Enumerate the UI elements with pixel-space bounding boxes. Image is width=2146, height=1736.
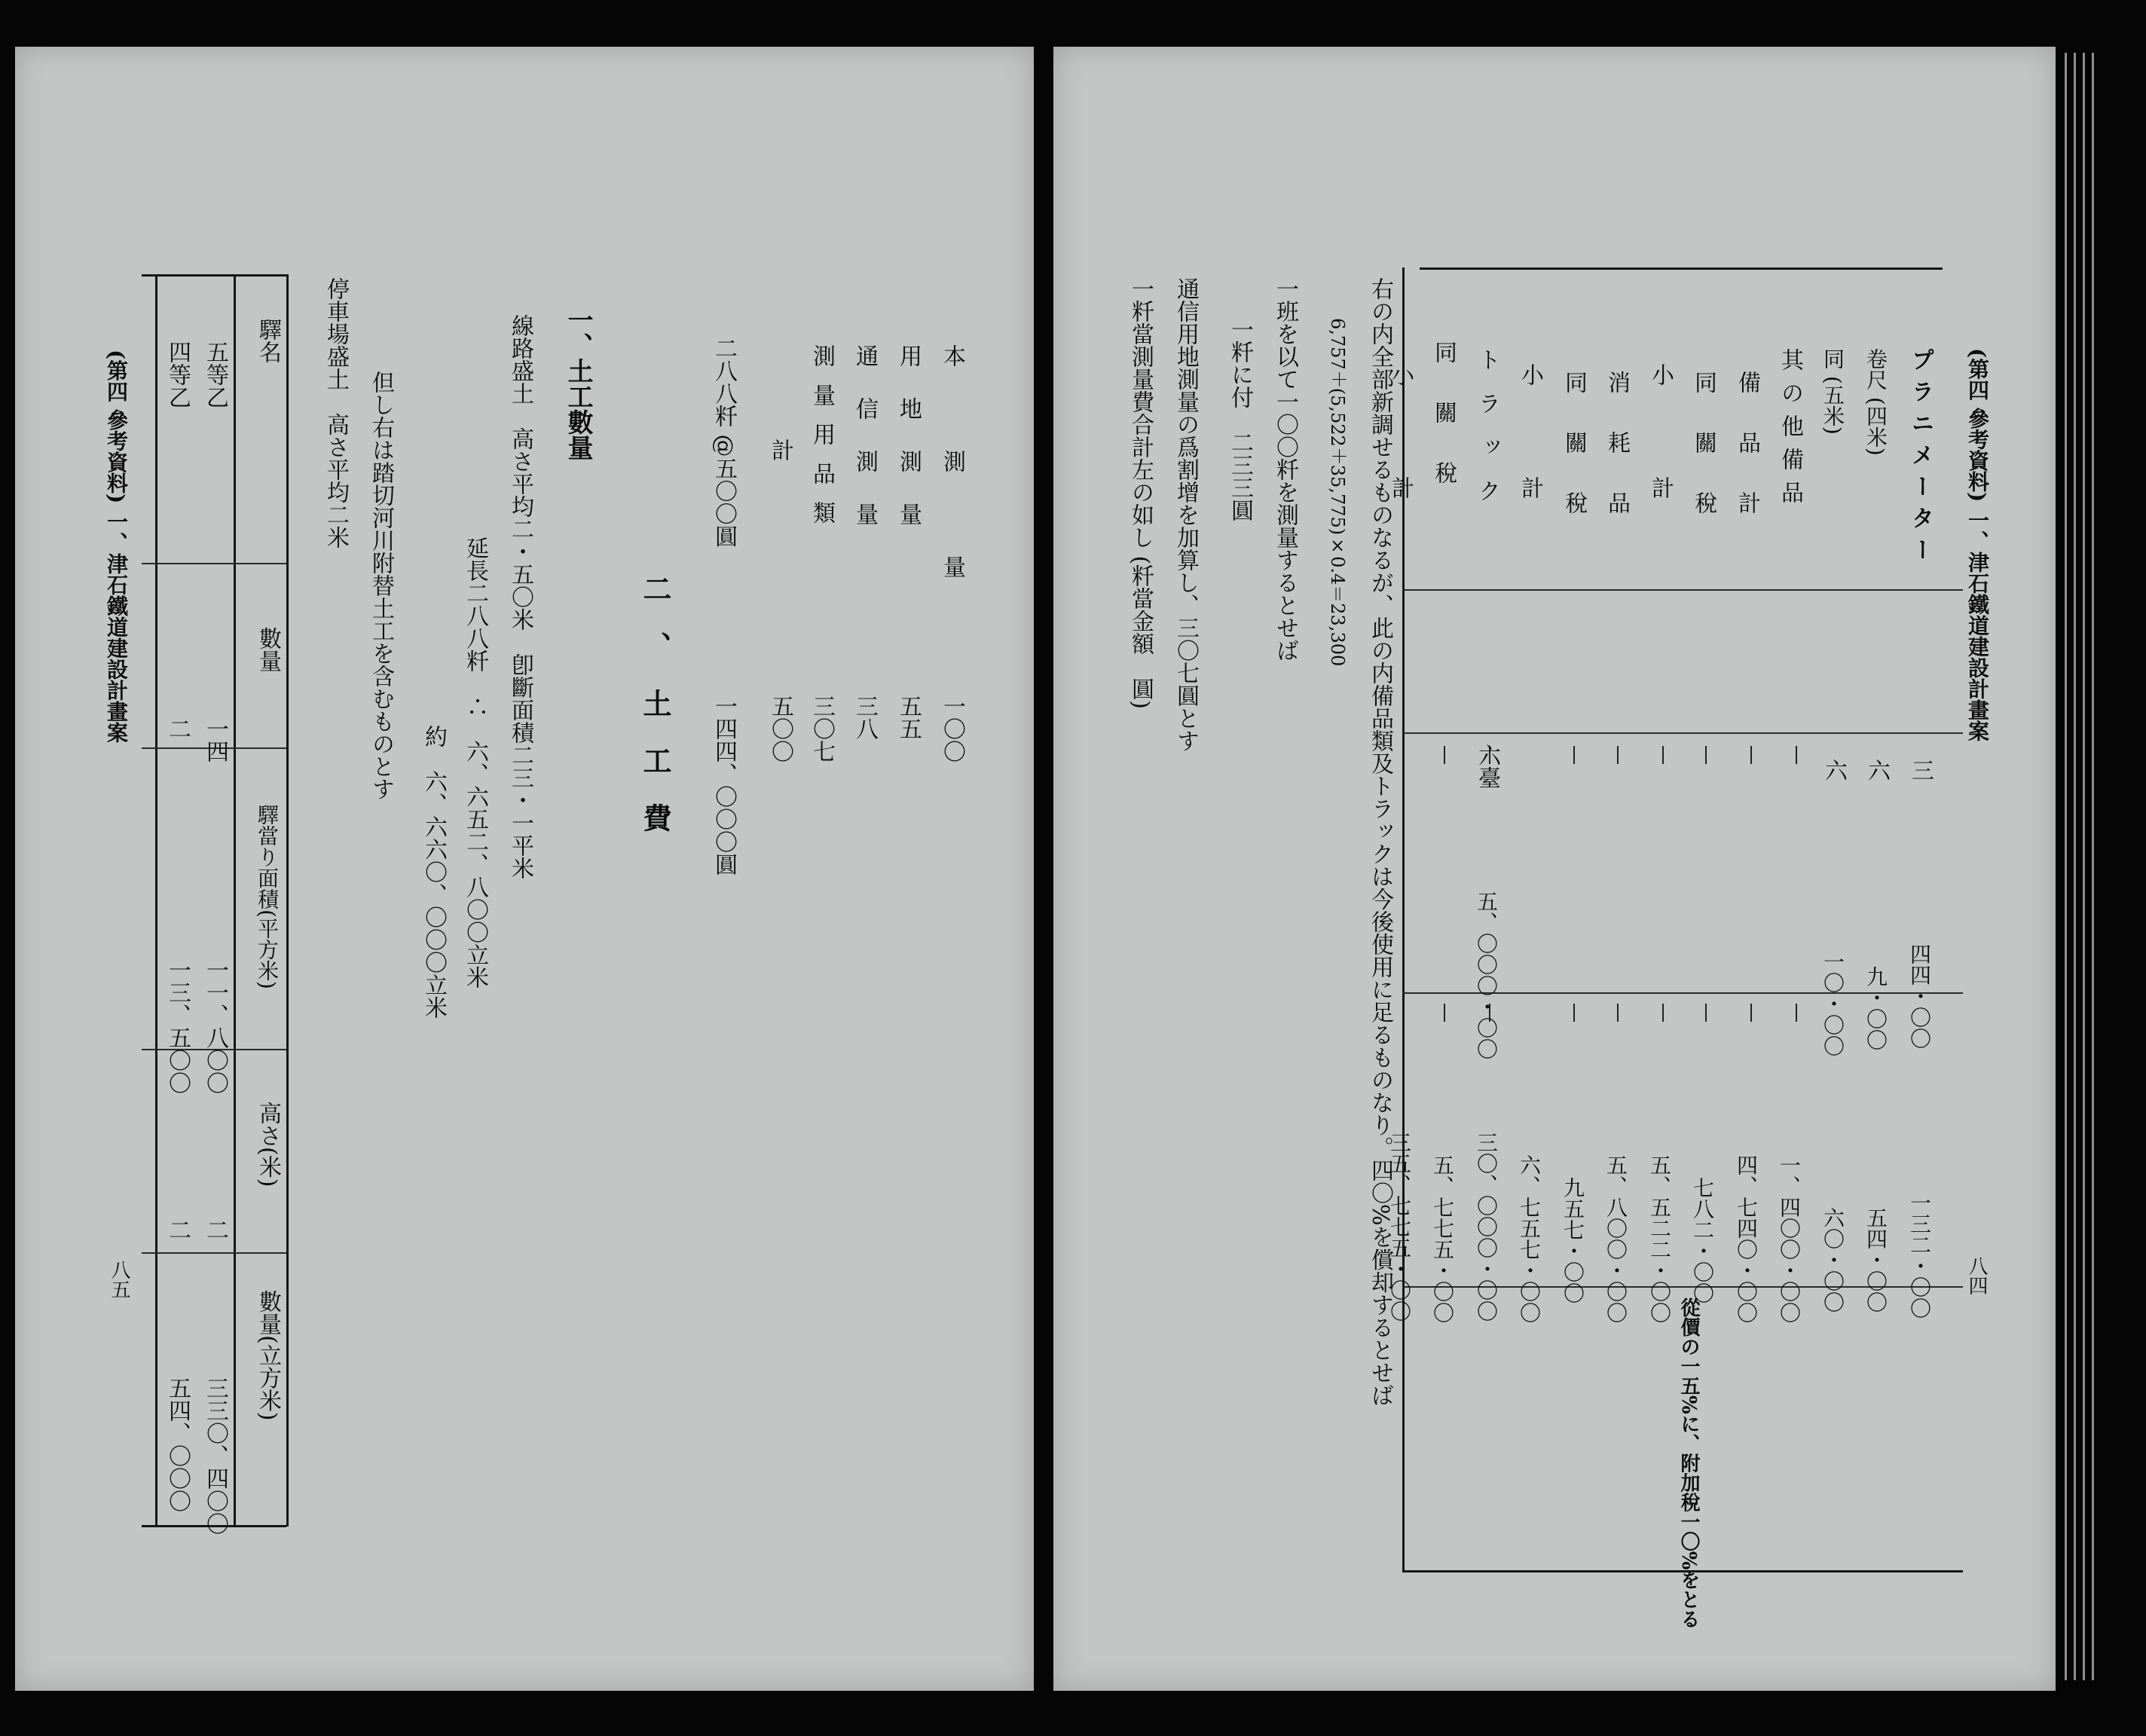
station-note-line: 但し右は踏切河川附替土工を含むものとす bbox=[368, 371, 394, 800]
table-row-name: 卷尺 (四米) bbox=[1863, 348, 1888, 456]
survey-item: 通信測量 bbox=[851, 344, 878, 555]
table-header-height: 高さ(米) bbox=[255, 1102, 281, 1187]
survey-item: 測量用品類 bbox=[809, 344, 835, 540]
survey-value: 五五 bbox=[895, 695, 922, 740]
page-stack-edge bbox=[2092, 53, 2094, 1680]
table-row-name: 小計 bbox=[1647, 363, 1674, 589]
survey-item: 用地測量 bbox=[895, 344, 922, 555]
text-line-5: 通信用地測量の爲割增を加算し、三〇七圓とす bbox=[1172, 277, 1199, 752]
table-row-amount: 三五、七七五・〇〇 bbox=[1387, 1132, 1412, 1322]
table-row-amount: 五四・〇〇 bbox=[1863, 1207, 1888, 1313]
table-row-qty: 六臺 bbox=[1474, 744, 1500, 789]
table-row-qty: 六 bbox=[1820, 759, 1847, 781]
table-row-area: 一一、八〇〇 bbox=[202, 958, 228, 1094]
embankment-line-2: 延長二八八粁 ∴ 六、六五二、八〇〇立米 bbox=[462, 536, 488, 989]
table-header-name: 驛名 bbox=[255, 318, 281, 363]
text-line-3: 一班を以て一〇〇粁を測量するとせば bbox=[1272, 277, 1298, 662]
table-row-name: 消耗品 bbox=[1603, 371, 1630, 552]
table-row-name: 同關稅 bbox=[1561, 371, 1587, 552]
table-row-amount: 一三二・〇〇 bbox=[1907, 1192, 1932, 1319]
survey-item-total: 計 bbox=[767, 439, 793, 461]
table-row-volume: 五四、〇〇〇 bbox=[164, 1377, 191, 1512]
survey-value-total: 五〇〇 bbox=[767, 695, 793, 763]
table-row-name: 備品計 bbox=[1734, 371, 1760, 552]
table-row-amount: 七八二・〇〇 bbox=[1690, 1177, 1715, 1304]
table-row-height: 二 bbox=[164, 1218, 191, 1241]
text-line-6: 一粁當測量費合計左の如し (粁當金額 圓) bbox=[1127, 277, 1154, 709]
left-page bbox=[15, 47, 1034, 1691]
table-row-unit: 九・〇〇 bbox=[1863, 966, 1888, 1050]
subsection-title: 一、土工數量 bbox=[563, 307, 593, 460]
table-row-name: 同關稅 bbox=[1690, 371, 1716, 552]
table-row-name: 同關稅 bbox=[1430, 341, 1457, 521]
section-title: 二、土工費 bbox=[638, 574, 672, 860]
running-header-right: (第四 參考資料) 一、津石鐵道建設計畫案 bbox=[1965, 348, 1990, 741]
page-stack-edge bbox=[2074, 53, 2076, 1680]
right-page bbox=[1053, 47, 2056, 1691]
table-row-name: トラック bbox=[1474, 348, 1500, 523]
table-row-volume: 三三〇、四〇〇 bbox=[202, 1377, 228, 1535]
table-row-amount: 九五七・〇〇 bbox=[1561, 1177, 1585, 1304]
station-fill-line: 停車場盛土 高さ平均二米 bbox=[323, 277, 349, 549]
table-row-amount: 四、七四〇・〇〇 bbox=[1734, 1154, 1759, 1323]
table-row-amount: 三〇、〇〇〇・〇〇 bbox=[1474, 1132, 1499, 1322]
survey-value: 三〇七 bbox=[809, 695, 835, 763]
survey-item: 本測量 bbox=[939, 344, 965, 661]
table-row-unit: 五、〇〇〇・〇〇 bbox=[1474, 891, 1499, 1059]
text-line-1: 右の内全部新調せるものなるが、此の内備品類及トラックは今後使用に足るものなり。四〇%を償却するとせば bbox=[1367, 277, 1393, 1407]
table-row-qty: 六 bbox=[1863, 759, 1890, 781]
formula-line: 6,757＋(5,522＋35,775)×0.4＝23,300 bbox=[1327, 318, 1348, 667]
table-row-unit: 四四・〇〇 bbox=[1907, 943, 1932, 1049]
total-value: 一四四、〇〇〇圓 bbox=[711, 695, 737, 876]
table-header-volume: 數量(立方米) bbox=[255, 1290, 281, 1421]
table-row-amount: 六〇・〇〇 bbox=[1820, 1207, 1845, 1313]
survey-value: 一〇〇 bbox=[939, 695, 965, 763]
table-row-name: 四等乙 bbox=[164, 341, 191, 408]
embankment-line-1: 線路盛土 高さ平均二・五〇米 卽斷面積二三・一平米 bbox=[507, 314, 533, 879]
running-header-left: (第四 參考資料) 一、津石鐵道建設計畫案 bbox=[104, 350, 129, 743]
table-row-name: 五等乙 bbox=[202, 341, 228, 408]
table-row-height: 二 bbox=[202, 1218, 228, 1241]
table-header-area: 驛當り面積(平方米) bbox=[255, 804, 280, 989]
total-label: 二八八粁 @五〇〇圓 bbox=[711, 337, 737, 548]
table-row-amount: 一、四〇〇・〇〇 bbox=[1777, 1154, 1802, 1323]
table-row-count: 一四 bbox=[202, 717, 228, 763]
page-number-right: 八四 bbox=[1965, 1256, 1988, 1295]
tariff-note: 從價の一五%に、附加稅一〇%をとる bbox=[1677, 1297, 1700, 1629]
table-row-amount: 五、五二二・〇〇 bbox=[1647, 1154, 1672, 1323]
table-row-amount: 六、七五七・〇〇 bbox=[1517, 1154, 1542, 1323]
table-row-amount: 五、八〇〇・〇〇 bbox=[1603, 1154, 1628, 1323]
page-stack-edge bbox=[2065, 53, 2067, 1680]
table-row-unit: 一〇・〇〇 bbox=[1820, 951, 1845, 1056]
survey-value: 三八 bbox=[851, 695, 878, 740]
embankment-line-3: 約 六、六六〇、〇〇〇立米 bbox=[420, 725, 447, 1019]
table-row-qty: 三 bbox=[1907, 759, 1934, 781]
table-row-name: 小計 bbox=[1517, 363, 1543, 589]
table-row-name: プラニメーター bbox=[1907, 348, 1934, 570]
table-row-name: 小計 bbox=[1387, 363, 1414, 589]
table-row-area: 一三、五〇〇 bbox=[164, 958, 191, 1094]
table-row-count: 二 bbox=[164, 717, 191, 740]
page-number-left: 八五 bbox=[108, 1260, 130, 1299]
table-header-count: 數量 bbox=[255, 627, 281, 672]
table-row-name: 其の他備品 bbox=[1777, 348, 1803, 514]
page-stack-edge bbox=[2083, 53, 2085, 1680]
table-row-amount: 五、七七五・〇〇 bbox=[1430, 1154, 1455, 1323]
text-line-4: 一粁に付 二三三圓 bbox=[1227, 318, 1253, 521]
table-row-name: 同 (五米) bbox=[1820, 348, 1845, 435]
